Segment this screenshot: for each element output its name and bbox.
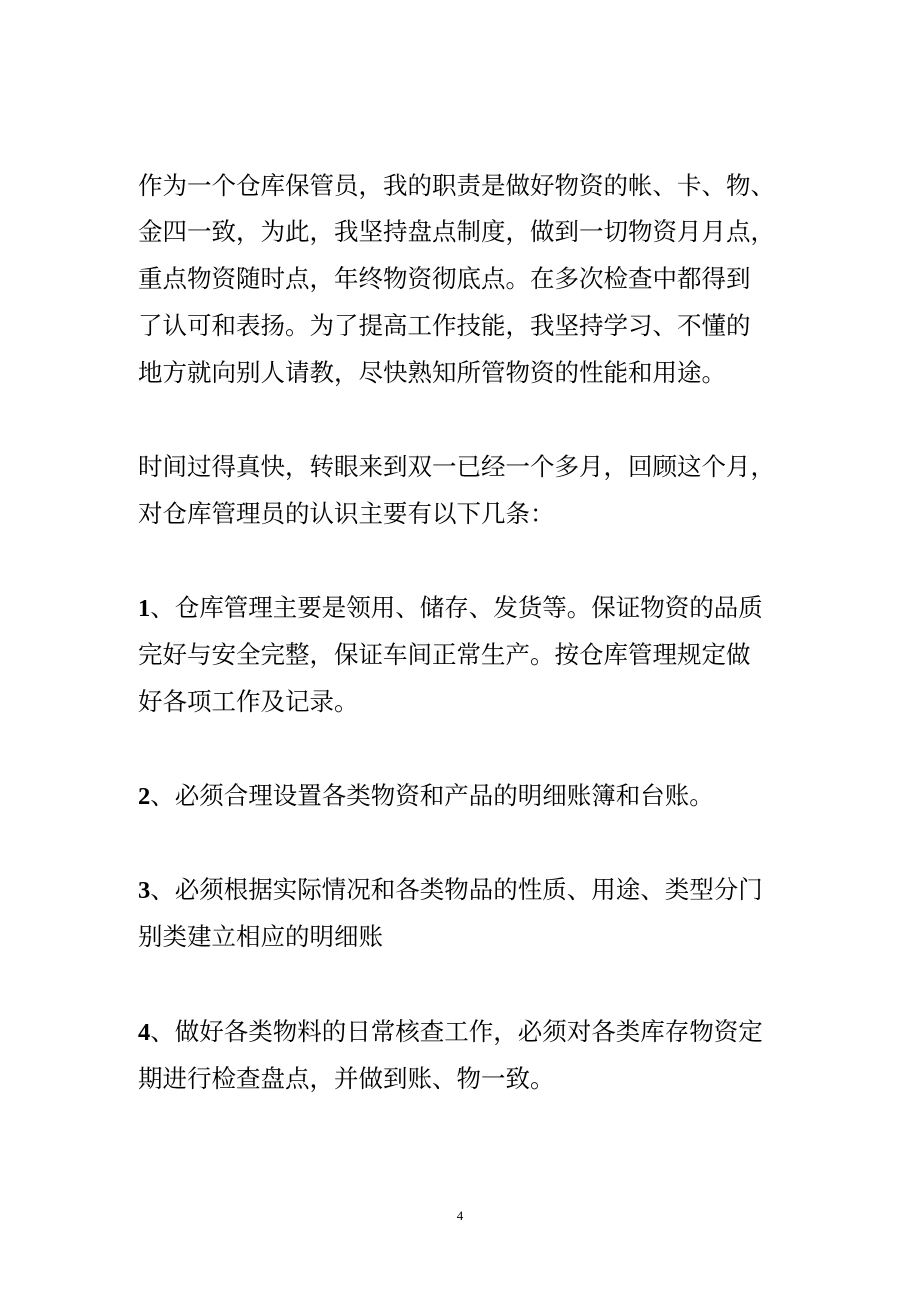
list-item-2-number: 2 xyxy=(138,783,151,810)
list-item-1-number: 1 xyxy=(138,595,151,622)
list-item-3-text: 、必须根据实际情况和各类物品的性质、用途、类型分门 xyxy=(150,875,763,904)
list-item-1-line-1 xyxy=(138,591,788,626)
paragraph-2-line-2: 对仓库管理员的认识主要有以下几条： xyxy=(138,499,555,528)
list-item-4-line-2: 期进行检查盘点，并做到账、物一致。 xyxy=(138,1064,555,1093)
list-item-2-text: 、必须合理设置各类物资和产品的明细账簿和台账。 xyxy=(150,781,714,810)
list-item-4-line-1 xyxy=(138,1015,788,1050)
paragraph-1-line-2: 金四一致，为此，我坚持盘点制度，做到一切物资月月点， xyxy=(138,217,775,246)
paragraph-1-line-3: 重点物资随时点，年终物资彻底点。在多次检查中都得到 xyxy=(138,264,751,293)
list-item-3-line-1 xyxy=(138,873,788,908)
list-item-3-line-2: 别类建立相应的明细账 xyxy=(138,922,383,951)
page-number: 4 xyxy=(456,1208,464,1223)
list-item-1-line-3: 好各项工作及记录。 xyxy=(138,687,359,716)
list-item-1-text: 、仓库管理主要是领用、储存、发货等。保证物资的品质 xyxy=(150,593,763,622)
paragraph-1-line-5: 地方就向别人请教，尽快熟知所管物资的性能和用途。 xyxy=(138,358,726,387)
list-item-2-line-1 xyxy=(138,779,788,814)
paragraph-1-line-4: 了认可和表扬。为了提高工作技能，我坚持学习、不懂的 xyxy=(138,311,751,340)
paragraph-2-line-1: 时间过得真快，转眼来到双一已经一个多月，回顾这个月， xyxy=(138,452,775,481)
list-item-4-number: 4 xyxy=(138,1019,151,1046)
list-item-3-number: 3 xyxy=(138,877,151,904)
list-item-4-text: 、做好各类物料的日常核查工作，必须对各类库存物资定 xyxy=(150,1017,763,1046)
paragraph-1-line-1: 作为一个仓库保管员，我的职责是做好物资的帐、卡、物、 xyxy=(138,171,775,200)
list-item-1-line-2: 完好与安全完整，保证车间正常生产。按仓库管理规定做 xyxy=(138,640,751,669)
